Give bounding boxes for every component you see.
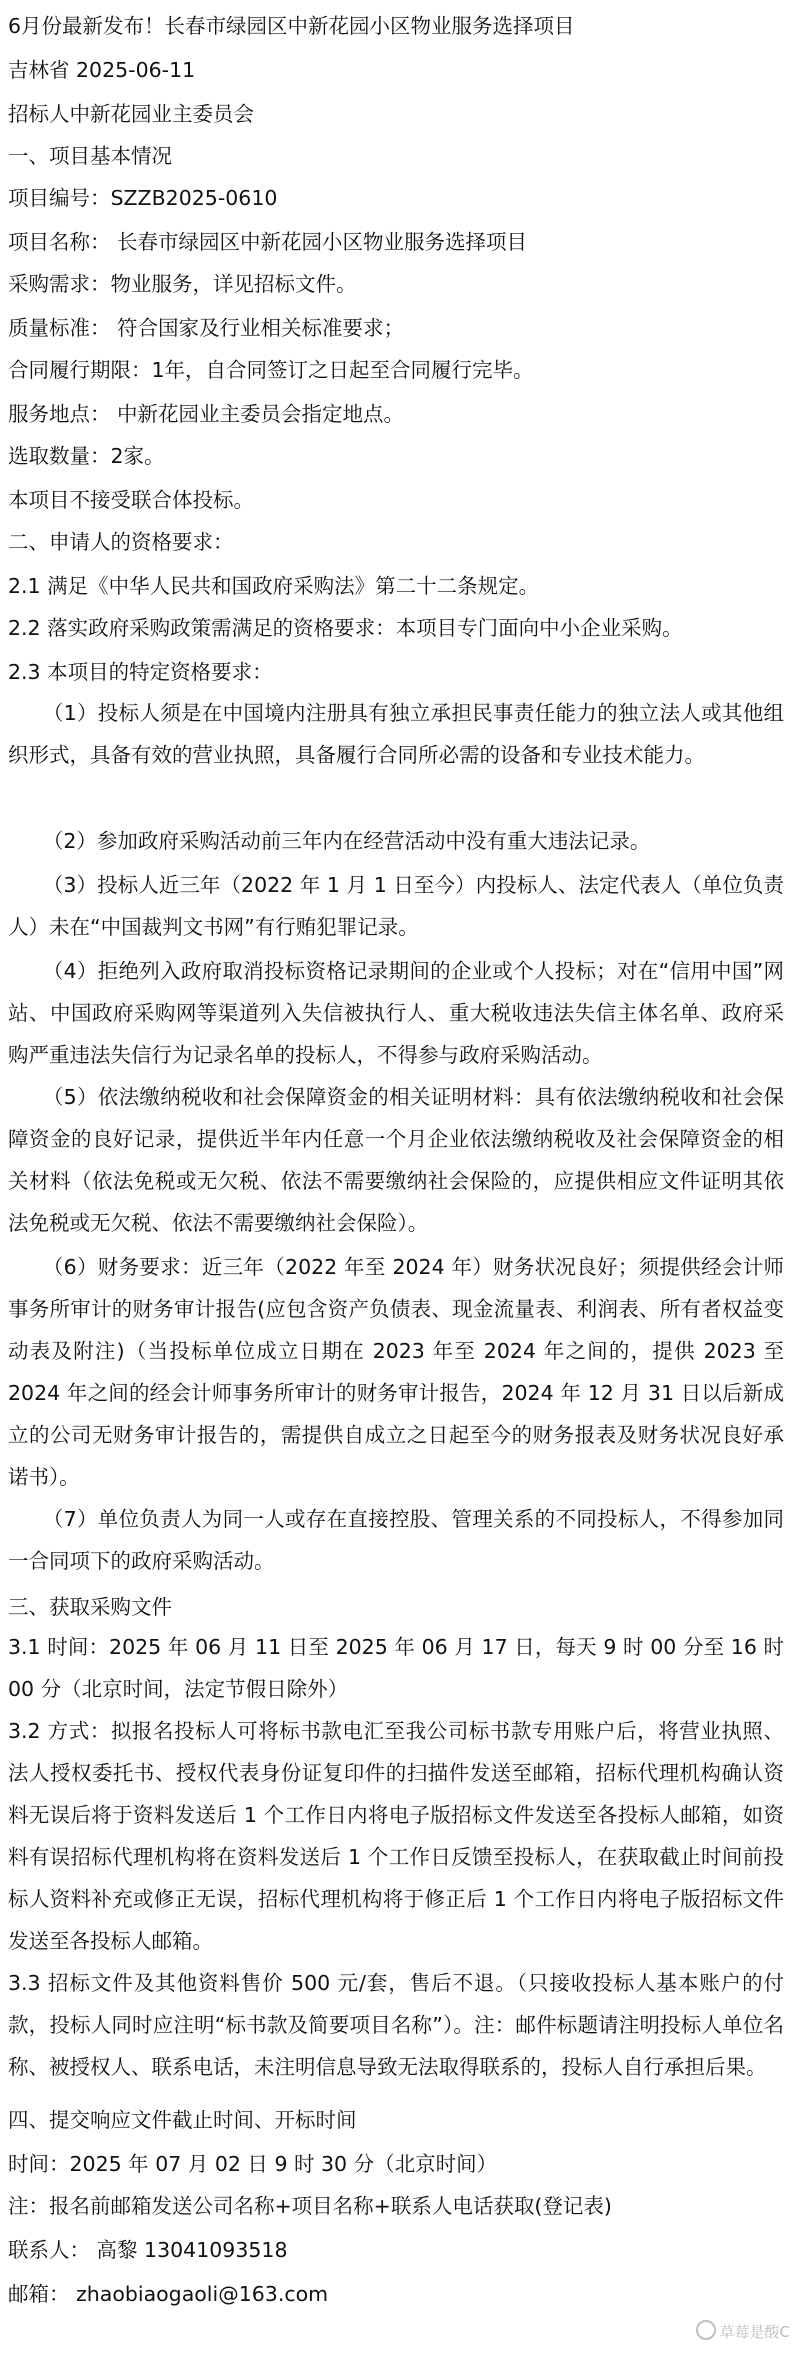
acquisition-method: 3.2 方式：拟报名投标人可将标书款电汇至我公司标书款专用账户后，将营业执照、法人授权委托书、授权代表身份证复印件的扫描件发送至邮箱，招标代理机构确认资料无误后将于资料发送后 1 个工作日内将电子版招标文件发送至各投标人邮箱，如资料有误招标代理机构将在资料发送后 1 个工作日反馈至投标人，在获取截止时间前投标人资料补充或修正无误，招标代理机构将于修正后 1 个工作日内将电子版招标文件发送至各投标人邮箱。: [8, 1719, 784, 1953]
requirement-item-7: （7）单位负责人为同一人或存在直接控股、管理关系的不同投标人，不得参加同一合同项下的政府采购活动。: [8, 1507, 784, 1573]
watermark-text: 草莓是酸C: [719, 2323, 790, 2341]
procurement-demand: 采购需求：物业服务，详见招标文件。: [8, 272, 357, 296]
section-2-heading: 二、申请人的资格要求：: [8, 530, 234, 554]
requirement-item-3: （3）投标人近三年（2022 年 1 月 1 日至今）内投标人、法定代表人（单位负责人）未在“中国裁判文书网”有行贿犯罪记录。: [8, 873, 784, 939]
requirement-item-4: （4）拒绝列入政府取消投标资格记录期间的企业或个人投标；对在“信用中国”网站、中国政府采购网等渠道列入失信被执行人、重大税收违法失信主体名单、政府采购严重违法失信行为记录名单的投标人，不得参与政府采购活动。: [8, 959, 784, 1067]
quality-standard: 质量标准： 符合国家及行业相关标准要求；: [8, 316, 405, 340]
contact-person: 联系人： 高黎 13041093518: [8, 2238, 288, 2262]
document-price: 3.3 招标文件及其他资料售价 500 元/套，售后不退。（只接收投标人基本账户的付款，投标人同时应注明“标书款及简要项目名称”）。注：邮件标题请注明投标人单位名称、被授权人、联系电话，未注明信息导致无法取得联系的，投标人自行承担后果。: [8, 1971, 784, 2079]
service-location: 服务地点： 中新花园业主委员会指定地点。: [8, 402, 405, 426]
requirement-2-3: 2.3 本项目的特定资格要求：: [8, 660, 273, 684]
submission-deadline: 时间：2025 年 07 月 02 日 9 时 30 分（北京时间）: [8, 2152, 498, 2176]
requirement-item-2: （2）参加政府采购活动前三年内在经营活动中没有重大违法记录。: [42, 829, 651, 853]
requirement-item-5: （5）依法缴纳税收和社会保障资金的相关证明材料：具有依法缴纳税收和社会保障资金的良好记录，提供近半年内任意一个月企业依法缴纳税收及社会保障资金的相关材料（依法免税或无欠税、依法不需要缴纳社会保险的，应提供相应文件证明其依法免税或无欠税、依法不需要缴纳社会保险）。: [8, 1085, 784, 1235]
acquisition-time: 3.1 时间：2025 年 06 月 11 日至 2025 年 06 月 17 日，每天 9 时 00 分至 16 时 00 分（北京时间，法定节假日除外）: [8, 1635, 784, 1701]
section-4-heading: 四、提交响应文件截止时间、开标时间: [8, 2108, 357, 2132]
tenderer: 招标人中新花园业主委员会: [8, 102, 254, 126]
contract-period: 合同履行期限：1年，自合同签订之日起至合同履行完毕。: [8, 358, 534, 382]
requirement-2-2: 2.2 落实政府采购政策需满足的资格要求：本项目专门面向中小企业采购。: [8, 616, 683, 640]
requirement-2-1: 2.1 满足《中华人民共和国政府采购法》第二十二条规定。: [8, 574, 540, 598]
requirement-item-1: （1）投标人须是在中国境内注册具有独立承担民事责任能力的独立法人或其他组织形式，具备有效的营业执照，具备履行合同所必需的设备和专业技术能力。: [8, 701, 784, 767]
no-consortium-note: 本项目不接受联合体投标。: [8, 488, 254, 512]
requirement-item-6: （6）财务要求：近三年（2022 年至 2024 年）财务状况良好；须提供经会计师事务所审计的财务审计报告(应包含资产负债表、现金流量表、利润表、所有者权益变动表及附注)（当投标单位成立日期在 2023 年至 2024 年之间的，提供 2023 至 2024 年之间的经会计师事务所审计的财务审计报告，2024 年 12 月 31 日以后新成立的公司无财务审计报告的，需提供自成立之日起至今的财务报表及财务状况良好承诺书）。: [8, 1255, 784, 1489]
doc-title: 6月份最新发布！长春市绿园区中新花园小区物业服务选择项目: [8, 14, 575, 38]
province-date: 吉林省 2025-06-11: [8, 58, 196, 82]
project-name: 项目名称： 长春市绿园区中新花园小区物业服务选择项目: [8, 230, 528, 254]
contact-email: 邮箱： zhaobiaogaoli@163.com: [8, 2282, 329, 2306]
watermark-logo-icon: [696, 2320, 716, 2340]
section-3-heading: 三、获取采购文件: [8, 1595, 172, 1619]
watermark: [696, 2320, 790, 2342]
registration-note: 注：报名前邮箱发送公司名称+项目名称+联系人电话获取(登记表): [8, 2194, 612, 2218]
project-number: 项目编号：SZZB2025-0610: [8, 186, 278, 210]
selection-quantity: 选取数量：2家。: [8, 444, 165, 468]
section-1-heading: 一、项目基本情况: [8, 144, 172, 168]
